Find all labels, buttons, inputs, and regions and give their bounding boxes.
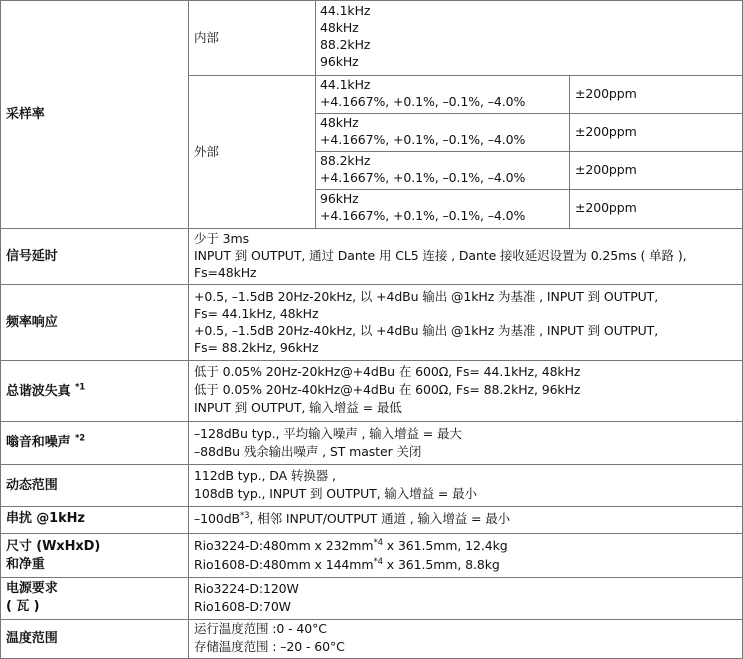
footnote-marker: *3 [240, 510, 250, 521]
temperature-line: 存储温度范围 : –20 - 60°C [194, 639, 345, 654]
crosstalk-label: 串扰 @1kHz [6, 511, 85, 526]
noise-label: 嗡音和噪声 $^{*2}$ [6, 433, 86, 450]
internal-label: 内部 [194, 30, 219, 45]
external-tolerance: ±200ppm [575, 162, 637, 177]
crosstalk-value: $-100dB^{*3}$, 相邻 INPUT/OUTPUT 通道 , 输入增益 = 最小 [194, 510, 511, 526]
temperature-line: 运行温度范围 :0 - 40°C [194, 621, 327, 636]
dimensions-line: Rio1608-D:480mm x $144mm^{*4}$ x 361.5mm, 8.8kg [194, 556, 500, 572]
external-rate: 88.2kHz [320, 153, 371, 168]
dynamic-range-line: 112dB typ., DA 转换器 , [194, 468, 336, 483]
internal-rate: 96kHz [320, 54, 359, 69]
dimensions-label: 和净重 [6, 557, 45, 572]
noise-line: –88dBu 残余输出噪声 , ST master 关闭 [194, 444, 422, 459]
power-line: Rio3224-D:120W [194, 581, 299, 596]
power-label: ( 瓦 ) [6, 599, 40, 614]
thd-line: 低于 0.05% 20Hz-40kHz@+4dBu 在 600Ω, Fs= 88.2kHz, 96kHz [194, 382, 581, 397]
footnote-marker: *2 [74, 433, 86, 444]
external-range: +4.1667%, +0.1%, –0.1%, –4.0% [320, 132, 526, 147]
power-label: 电源要求 [6, 581, 58, 596]
frequency-response-line: +0.5, –1.5dB 20Hz-20kHz, 以 +4dBu 输出 @1kHz 为基准 , INPUT 到 OUTPUT, [194, 289, 659, 304]
thd-line: INPUT 到 OUTPUT, 输入增益 = 最低 [194, 400, 402, 415]
thd-label: 总谐波失真 $^{*1}$ [6, 382, 86, 399]
latency-line: Fs=48kHz [194, 265, 257, 280]
external-rate: 48kHz [320, 115, 359, 130]
dynamic-range-label: 动态范围 [6, 478, 58, 493]
thd-line: 低于 0.05% 20Hz-20kHz@+4dBu 在 600Ω, Fs= 44.1kHz, 48kHz [194, 364, 581, 379]
noise-line: –128dBu typ., 平均输入噪声 , 输入增益 = 最大 [194, 426, 462, 441]
external-rate: 44.1kHz [320, 77, 371, 92]
dimensions-line: Rio3224-D:480mm x $232mm^{*4}$ x 361.5mm, 12.4kg [194, 537, 508, 553]
dynamic-range-line: 108dB typ., INPUT 到 OUTPUT, 输入增益 = 最小 [194, 486, 477, 501]
sampling-rate-label: 采样率 [6, 107, 45, 122]
internal-rate: 44.1kHz [320, 3, 371, 18]
frequency-response-line: Fs= 44.1kHz, 48kHz [194, 306, 319, 321]
external-tolerance: ±200ppm [575, 86, 637, 101]
dimensions-label: 尺寸 (WxHxD) [6, 539, 101, 554]
external-label: 外部 [194, 144, 219, 159]
temperature-label: 温度范围 [6, 631, 58, 646]
frequency-response-line: Fs= 88.2kHz, 96kHz [194, 340, 319, 355]
external-range: +4.1667%, +0.1%, –0.1%, –4.0% [320, 94, 526, 109]
latency-line: 少于 3ms [194, 231, 250, 246]
latency-line: INPUT 到 OUTPUT, 通过 Dante 用 CL5 连接 , Dante 接收延迟设置为 0.25ms ( 单路 ), [194, 248, 687, 263]
frequency-response-line: +0.5, –1.5dB 20Hz-40kHz, 以 +4dBu 输出 @1kHz 为基准 , INPUT 到 OUTPUT, [194, 323, 659, 338]
internal-rate: 88.2kHz [320, 37, 371, 52]
power-line: Rio1608-D:70W [194, 599, 291, 614]
footnote-marker: *4 [373, 537, 383, 548]
frequency-response-label: 频率响应 [6, 315, 58, 330]
external-tolerance: ±200ppm [575, 124, 637, 139]
footnote-marker: *1 [74, 382, 86, 393]
internal-rate: 48kHz [320, 20, 359, 35]
latency-label: 信号延时 [6, 249, 58, 264]
external-range: +4.1667%, +0.1%, –0.1%, –4.0% [320, 170, 526, 185]
external-rate: 96kHz [320, 191, 359, 206]
footnote-marker: *4 [373, 556, 383, 567]
external-range: +4.1667%, +0.1%, –0.1%, –4.0% [320, 208, 526, 223]
external-tolerance: ±200ppm [575, 200, 637, 215]
